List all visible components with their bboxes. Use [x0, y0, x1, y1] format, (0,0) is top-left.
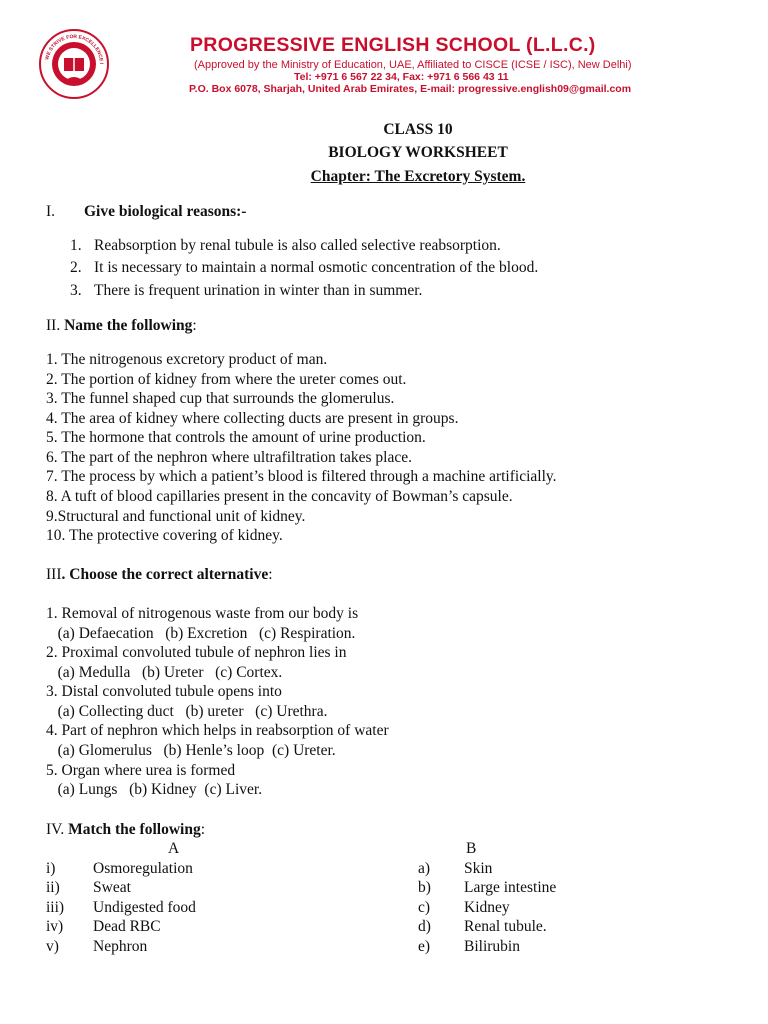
- mcq-options: (a) Collecting duct (b) ureter (c) Urethra.: [46, 703, 328, 720]
- list-item: 10. The protective covering of kidney.: [46, 527, 283, 544]
- mcq-question: 2. Proximal convoluted tubule of nephron lies in: [46, 644, 347, 661]
- list-item: 8. A tuft of blood capillaries present in the concavity of Bowman’s capsule.: [46, 488, 513, 505]
- match-b-number: e): [418, 938, 431, 955]
- list-item: 2. The portion of kidney from where the ureter comes out.: [46, 371, 407, 388]
- match-b-number: d): [418, 918, 431, 935]
- list-item: 7. The process by which a patient’s blood is filtered through a machine artificially.: [46, 468, 557, 485]
- section-3-heading: . Choose the correct alternative: [61, 566, 269, 583]
- column-b-header: B: [466, 840, 477, 857]
- mcq-options: (a) Lungs (b) Kidney (c) Liver.: [46, 781, 263, 798]
- mcq-question: 1. Removal of nitrogenous waste from our body is: [46, 605, 359, 622]
- mcq-options: (a) Defaecation (b) Excretion (c) Respiration.: [46, 625, 356, 642]
- match-a-number: i): [46, 860, 56, 877]
- mcq-question: 5. Organ where urea is formed: [46, 762, 236, 779]
- match-b-number: a): [418, 860, 431, 877]
- chapter-title: Chapter: The Excretory System.: [310, 168, 526, 185]
- section-3-title: [46, 566, 273, 584]
- section-2-colon: :: [192, 317, 197, 334]
- list-item: Reabsorption by renal tubule is also called selective reabsorption.: [94, 237, 501, 254]
- list-item: 4. The area of kidney where collecting ducts are present in groups.: [46, 410, 459, 427]
- list-item: 6. The part of the nephron where ultrafiltration takes place.: [46, 449, 412, 466]
- mcq-options: (a) Glomerulus (b) Henle’s loop (c) Ureter.: [46, 742, 336, 759]
- match-a-number: iv): [46, 918, 64, 935]
- list-item-number: 1.: [70, 237, 82, 254]
- mcq-question: 4. Part of nephron which helps in reabsorption of water: [46, 722, 389, 739]
- list-item: It is necessary to maintain a normal osmotic concentration of the blood.: [94, 259, 539, 276]
- section-3-numeral: III: [46, 566, 62, 583]
- match-b-number: c): [418, 899, 431, 916]
- match-a-item: Undigested food: [93, 899, 196, 916]
- match-b-item: Large intestine: [464, 879, 557, 896]
- match-a-item: Sweat: [93, 879, 131, 896]
- match-b-item: Kidney: [464, 899, 510, 916]
- list-item: There is frequent urination in winter than in summer.: [94, 282, 423, 299]
- match-a-number: ii): [46, 879, 60, 896]
- match-a-number: v): [46, 938, 59, 955]
- match-b-item: Bilirubin: [464, 938, 520, 955]
- list-item: 3. The funnel shaped cup that surrounds the glomerulus.: [46, 390, 395, 407]
- match-a-number: iii): [46, 899, 65, 916]
- class-title: CLASS 10: [383, 121, 453, 138]
- list-item-number: 3.: [70, 282, 82, 299]
- section-1-numeral: I.: [46, 203, 56, 220]
- section-1-heading: Give biological reasons:-: [84, 203, 247, 220]
- postal-address: P.O. Box 6078, Sharjah, United Arab Emirates, E-mail: progressive.english09@gmail.com: [189, 83, 632, 95]
- section-4-numeral: IV.: [46, 821, 65, 838]
- match-a-item: Osmoregulation: [93, 860, 193, 877]
- column-a-header: A: [168, 840, 180, 857]
- match-a-item: Nephron: [93, 938, 148, 955]
- section-4-heading: Match the following: [68, 821, 201, 838]
- match-a-item: Dead RBC: [93, 918, 161, 935]
- school-name: PROGRESSIVE ENGLISH SCHOOL (L.L.C.): [190, 34, 596, 56]
- section-4-title: [46, 821, 205, 839]
- list-item: 9.Structural and functional unit of kidney.: [46, 508, 306, 525]
- school-logo: [38, 28, 110, 100]
- section-2-heading: Name the following: [64, 317, 193, 334]
- section-4-colon: :: [200, 821, 206, 838]
- match-b-item: Renal tubule.: [464, 918, 547, 935]
- mcq-options: (a) Medulla (b) Ureter (c) Cortex.: [46, 664, 283, 681]
- list-item: 1. The nitrogenous excretory product of man.: [46, 351, 328, 368]
- match-b-item: Skin: [464, 860, 493, 877]
- approval-line: (Approved by the Ministry of Education, UAE, Affiliated to CISCE (ICSE / ISC), New Delhi): [194, 59, 632, 71]
- section-2-title: [46, 317, 197, 335]
- contact-phone: Tel: +971 6 567 22 34, Fax: +971 6 566 43 11: [294, 71, 509, 83]
- mcq-question: 3. Distal convoluted tubule opens into: [46, 683, 282, 700]
- list-item-number: 2.: [70, 259, 82, 276]
- section-2-numeral: II.: [46, 317, 61, 334]
- worksheet-title: BIOLOGY WORKSHEET: [328, 144, 508, 161]
- section-3-colon: :: [268, 566, 273, 583]
- logo-motto: WE STRIVE FOR EXCELLENCE I: [44, 33, 105, 65]
- match-b-number: b): [418, 879, 431, 896]
- list-item: 5. The hormone that controls the amount of urine production.: [46, 429, 426, 446]
